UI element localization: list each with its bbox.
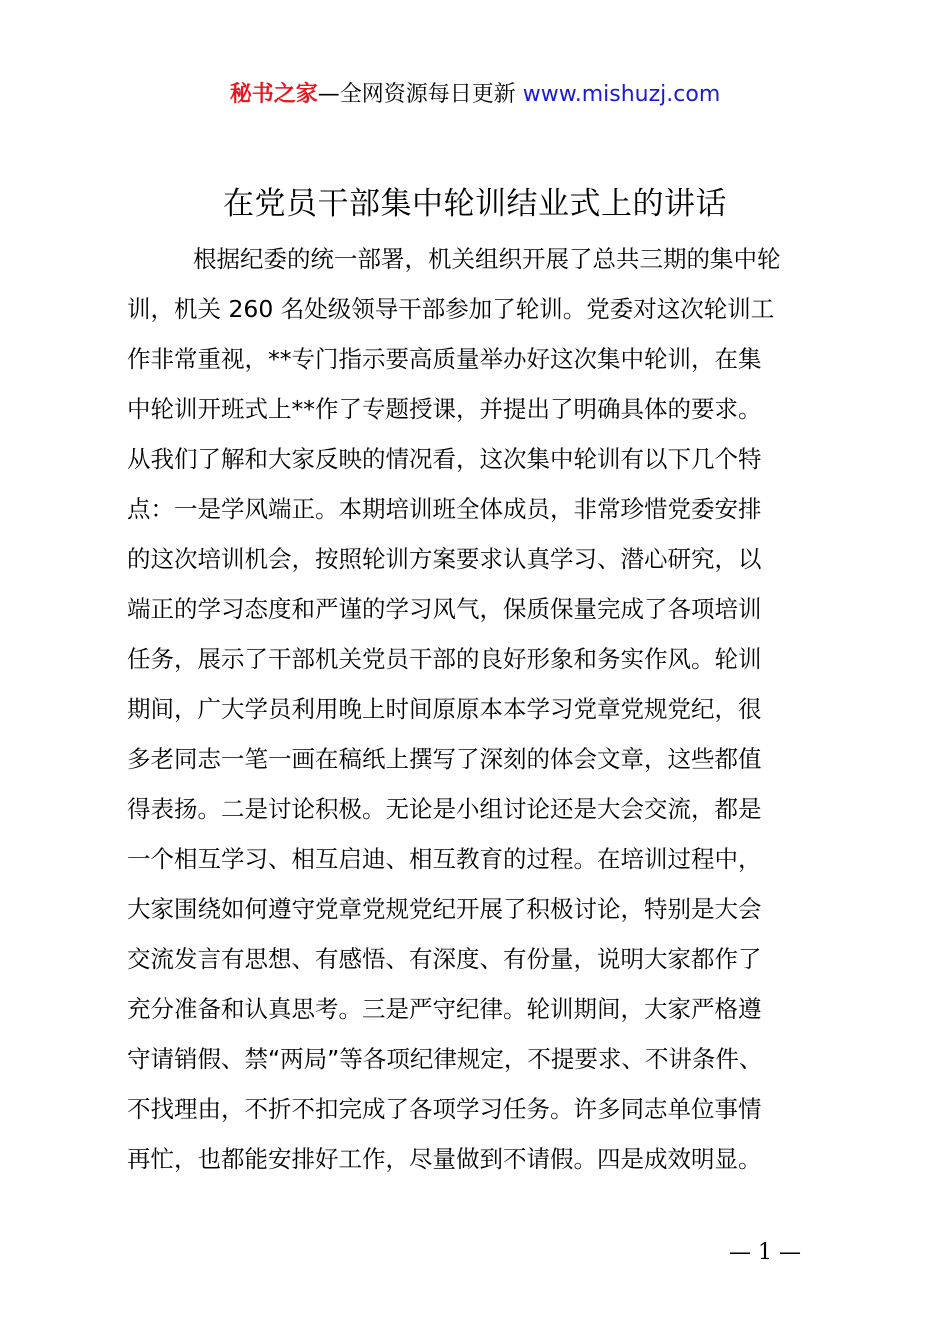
- page-number: — 1 —: [729, 1240, 801, 1265]
- body-line: 任务，展示了干部机关党员干部的良好形象和务实作风。轮训: [127, 645, 762, 673]
- document-title: 在党员干部集中轮训结业式上的讲话: [223, 186, 727, 222]
- body-line: 不找理由，不折不扣完成了各项学习任务。许多同志单位事情: [127, 1095, 762, 1123]
- body-line: 充分准备和认真思考。三是严守纪律。轮训期间，大家严格遵: [127, 995, 762, 1023]
- body-line: 作非常重视，**专门指示要高质量举办好这次集中轮训，在集: [127, 345, 762, 373]
- body-line: 中轮训开班式上**作了专题授课，并提出了明确具体的要求。: [127, 395, 762, 423]
- document-body: [127, 234, 837, 1184]
- body-line: 得表扬。二是讨论积极。无论是小组讨论还是大会交流，都是: [127, 795, 762, 823]
- body-line: 训，机关 260 名处级领导干部参加了轮训。党委对这次轮训工: [127, 295, 775, 323]
- site-header: [0, 78, 950, 112]
- body-line: 一个相互学习、相互启迪、相互教育的过程。在培训过程中，: [127, 845, 762, 873]
- body-line: 交流发言有思想、有感悟、有深度、有份量，说明大家都作了: [127, 945, 762, 973]
- site-tagline: —全网资源每日更新: [317, 82, 516, 107]
- body-line: 守请销假、禁“两局”等各项纪律规定，不提要求、不讲条件、: [127, 1045, 763, 1073]
- body-line: 端正的学习态度和严谨的学习风气，保质保量完成了各项培训: [127, 595, 762, 623]
- body-line: 从我们了解和大家反映的情况看，这次集中轮训有以下几个特: [127, 445, 762, 473]
- site-brand: 秘书之家: [229, 82, 318, 107]
- site-url-link[interactable]: www.mishuzj.com: [522, 82, 721, 107]
- body-line: 期间，广大学员利用晚上时间原原本本学习党章党规党纪，很: [127, 695, 762, 723]
- body-line: 的这次培训机会，按照轮训方案要求认真学习、潜心研究，以: [127, 545, 762, 573]
- body-line: 点：一是学风端正。本期培训班全体成员，非常珍惜党委安排: [127, 495, 762, 523]
- body-line: 根据纪委的统一部署，机关组织开展了总共三期的集中轮: [193, 245, 781, 273]
- body-line: 再忙，也都能安排好工作，尽量做到不请假。四是成效明显。: [127, 1145, 762, 1173]
- body-line: 多老同志一笔一画在稿纸上撰写了深刻的体会文章，这些都值: [127, 745, 762, 773]
- body-line: 大家围绕如何遵守党章党规党纪开展了积极讨论，特别是大会: [127, 895, 762, 923]
